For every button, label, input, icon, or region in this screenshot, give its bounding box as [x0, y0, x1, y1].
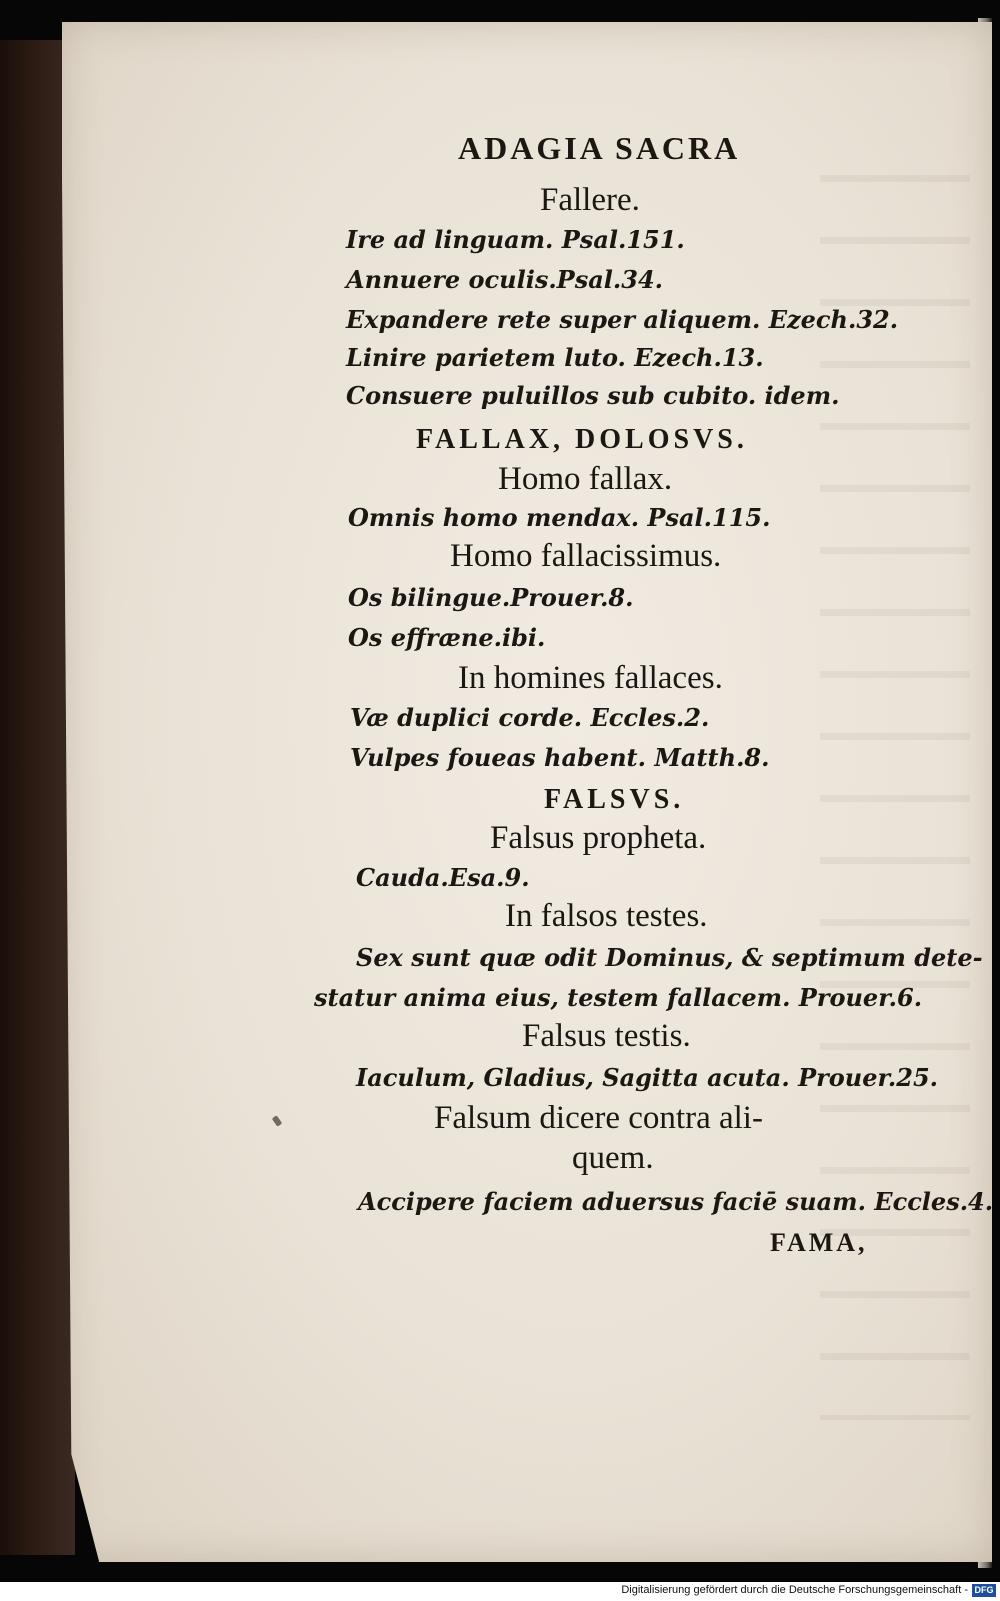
- section-subhead: quem.: [572, 1140, 654, 1176]
- entry-line: Iaculum, Gladius, Sagitta acuta. Prouer.25.: [356, 1063, 939, 1092]
- section-subhead: Homo fallacissimus.: [450, 538, 722, 574]
- section-subhead: Fallere.: [540, 182, 640, 218]
- entry-line: Linire parietem luto. Ezech.13.: [346, 343, 764, 372]
- entry-line: Vulpes foueas habent. Matth.8.: [350, 743, 770, 772]
- section-subhead: In falsos testes.: [505, 898, 708, 934]
- section-subhead: Homo fallax.: [498, 461, 673, 497]
- entry-line: Væ duplici corde. Eccles.2.: [350, 703, 710, 732]
- entry-line: Os bilingue.Prouer.8.: [348, 583, 634, 612]
- section-heading: FALSVS.: [544, 784, 685, 815]
- entry-line: Omnis homo mendax. Psal.115.: [348, 503, 771, 532]
- section-subhead: Falsus testis.: [522, 1018, 691, 1054]
- section-heading: FALLAX, DOLOSVS.: [416, 424, 748, 455]
- entry-line: statur anima eius, testem fallacem. Prouer.6.: [314, 983, 923, 1012]
- entry-line: Accipere faciem aduersus faciē suam. Eccles.4.: [358, 1187, 994, 1216]
- footer-credit: Digitalisierung gefördert durch die Deutsche Forschungsgemeinschaft -: [621, 1584, 968, 1596]
- dfg-logo: DFG: [972, 1584, 996, 1597]
- section-subhead: Falsum dicere contra ali-: [434, 1100, 763, 1136]
- section-subhead: In homines fallaces.: [458, 660, 723, 696]
- entry-line: Expandere rete super aliquem. Ezech.32.: [346, 305, 899, 334]
- section-subhead: Falsus propheta.: [490, 820, 707, 856]
- running-head: ADAGIA SACRA: [458, 130, 741, 166]
- entry-line: Sex sunt quæ odit Dominus, & septimum dete-: [356, 943, 983, 972]
- entry-line: Annuere oculis.Psal.34.: [346, 265, 664, 294]
- entry-line: Cauda.Esa.9.: [356, 863, 530, 892]
- entry-line: Consuere puluillos sub cubito. idem.: [346, 381, 840, 410]
- entry-line: Ire ad linguam. Psal.151.: [346, 225, 685, 254]
- entry-line: Os effræne.ibi.: [348, 623, 546, 652]
- catchword: FAMA,: [770, 1228, 868, 1257]
